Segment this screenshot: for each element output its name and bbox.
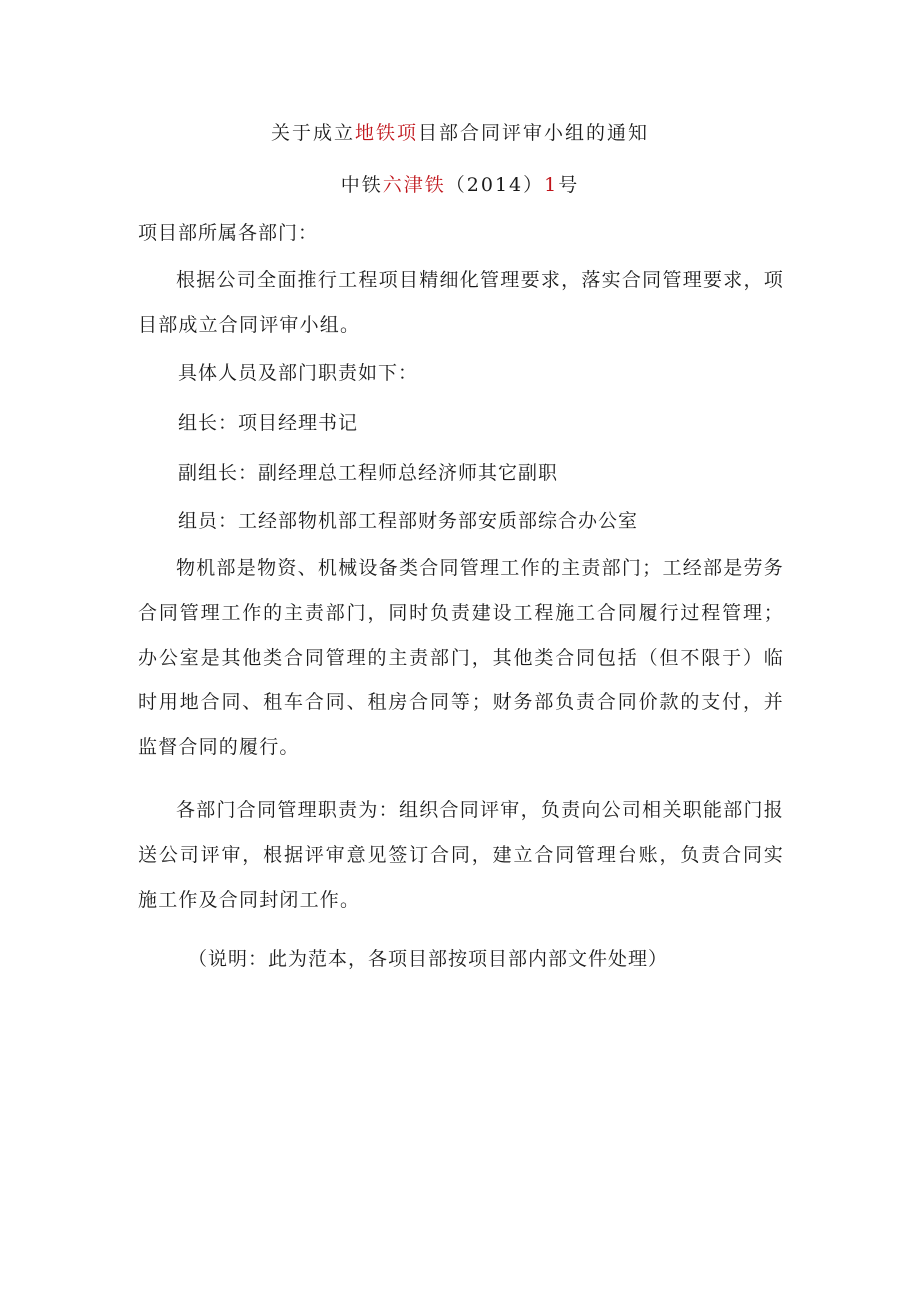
doc-number-suffix: 号 xyxy=(558,174,580,196)
doc-number-part-1: 中铁 xyxy=(340,174,383,196)
doc-number-year: （2014） xyxy=(445,174,545,196)
doc-number-serial: 1 xyxy=(544,174,559,196)
deputy-leader-line: 副组长：副经理总工程师总经济师其它副职 xyxy=(178,462,559,484)
paragraph-responsibilities: 物机部是物资、机械设备类合同管理工作的主责部门；工经部是劳务合同管理工作的主责部门，同时负责建设工程施工合同履行过程管理；办公室是其他类合同管理的主责部门，其他类合同包括（但不限于）临时用地合同、租车合同、租房合同等；财务部负责合同价款的支付，并监督合同的履行。 xyxy=(138,557,784,759)
paragraph-purpose: 根据公司全面推行工程项目精细化管理要求，落实合同管理要求，项目部成立合同评审小组。 xyxy=(138,269,784,336)
members-intro: 具体人员及部门职责如下： xyxy=(178,362,419,384)
paragraph-duties: 各部门合同管理职责为：组织合同评审，负责向公司相关职能部门报送公司评审，根据评审意见签订合同，建立合同管理台账，负责合同实施工作及合同封闭工作。 xyxy=(138,799,784,911)
doc-number-part-red: 六津铁 xyxy=(382,174,446,196)
title-part-red: 地铁项 xyxy=(354,122,418,144)
template-note: （说明：此为范本，各项目部按项目部内部文件处理） xyxy=(188,948,669,970)
document-title xyxy=(0,118,920,145)
leader-line: 组长：项目经理书记 xyxy=(178,412,359,434)
document-number xyxy=(0,170,920,197)
members-line: 组员：工经部物机部工程部财务部安质部综合办公室 xyxy=(178,510,639,532)
salutation: 项目部所属各部门： xyxy=(138,222,319,244)
title-part-1: 关于成立 xyxy=(270,122,355,144)
title-part-3: 目部合同评审小组的通知 xyxy=(418,122,650,144)
